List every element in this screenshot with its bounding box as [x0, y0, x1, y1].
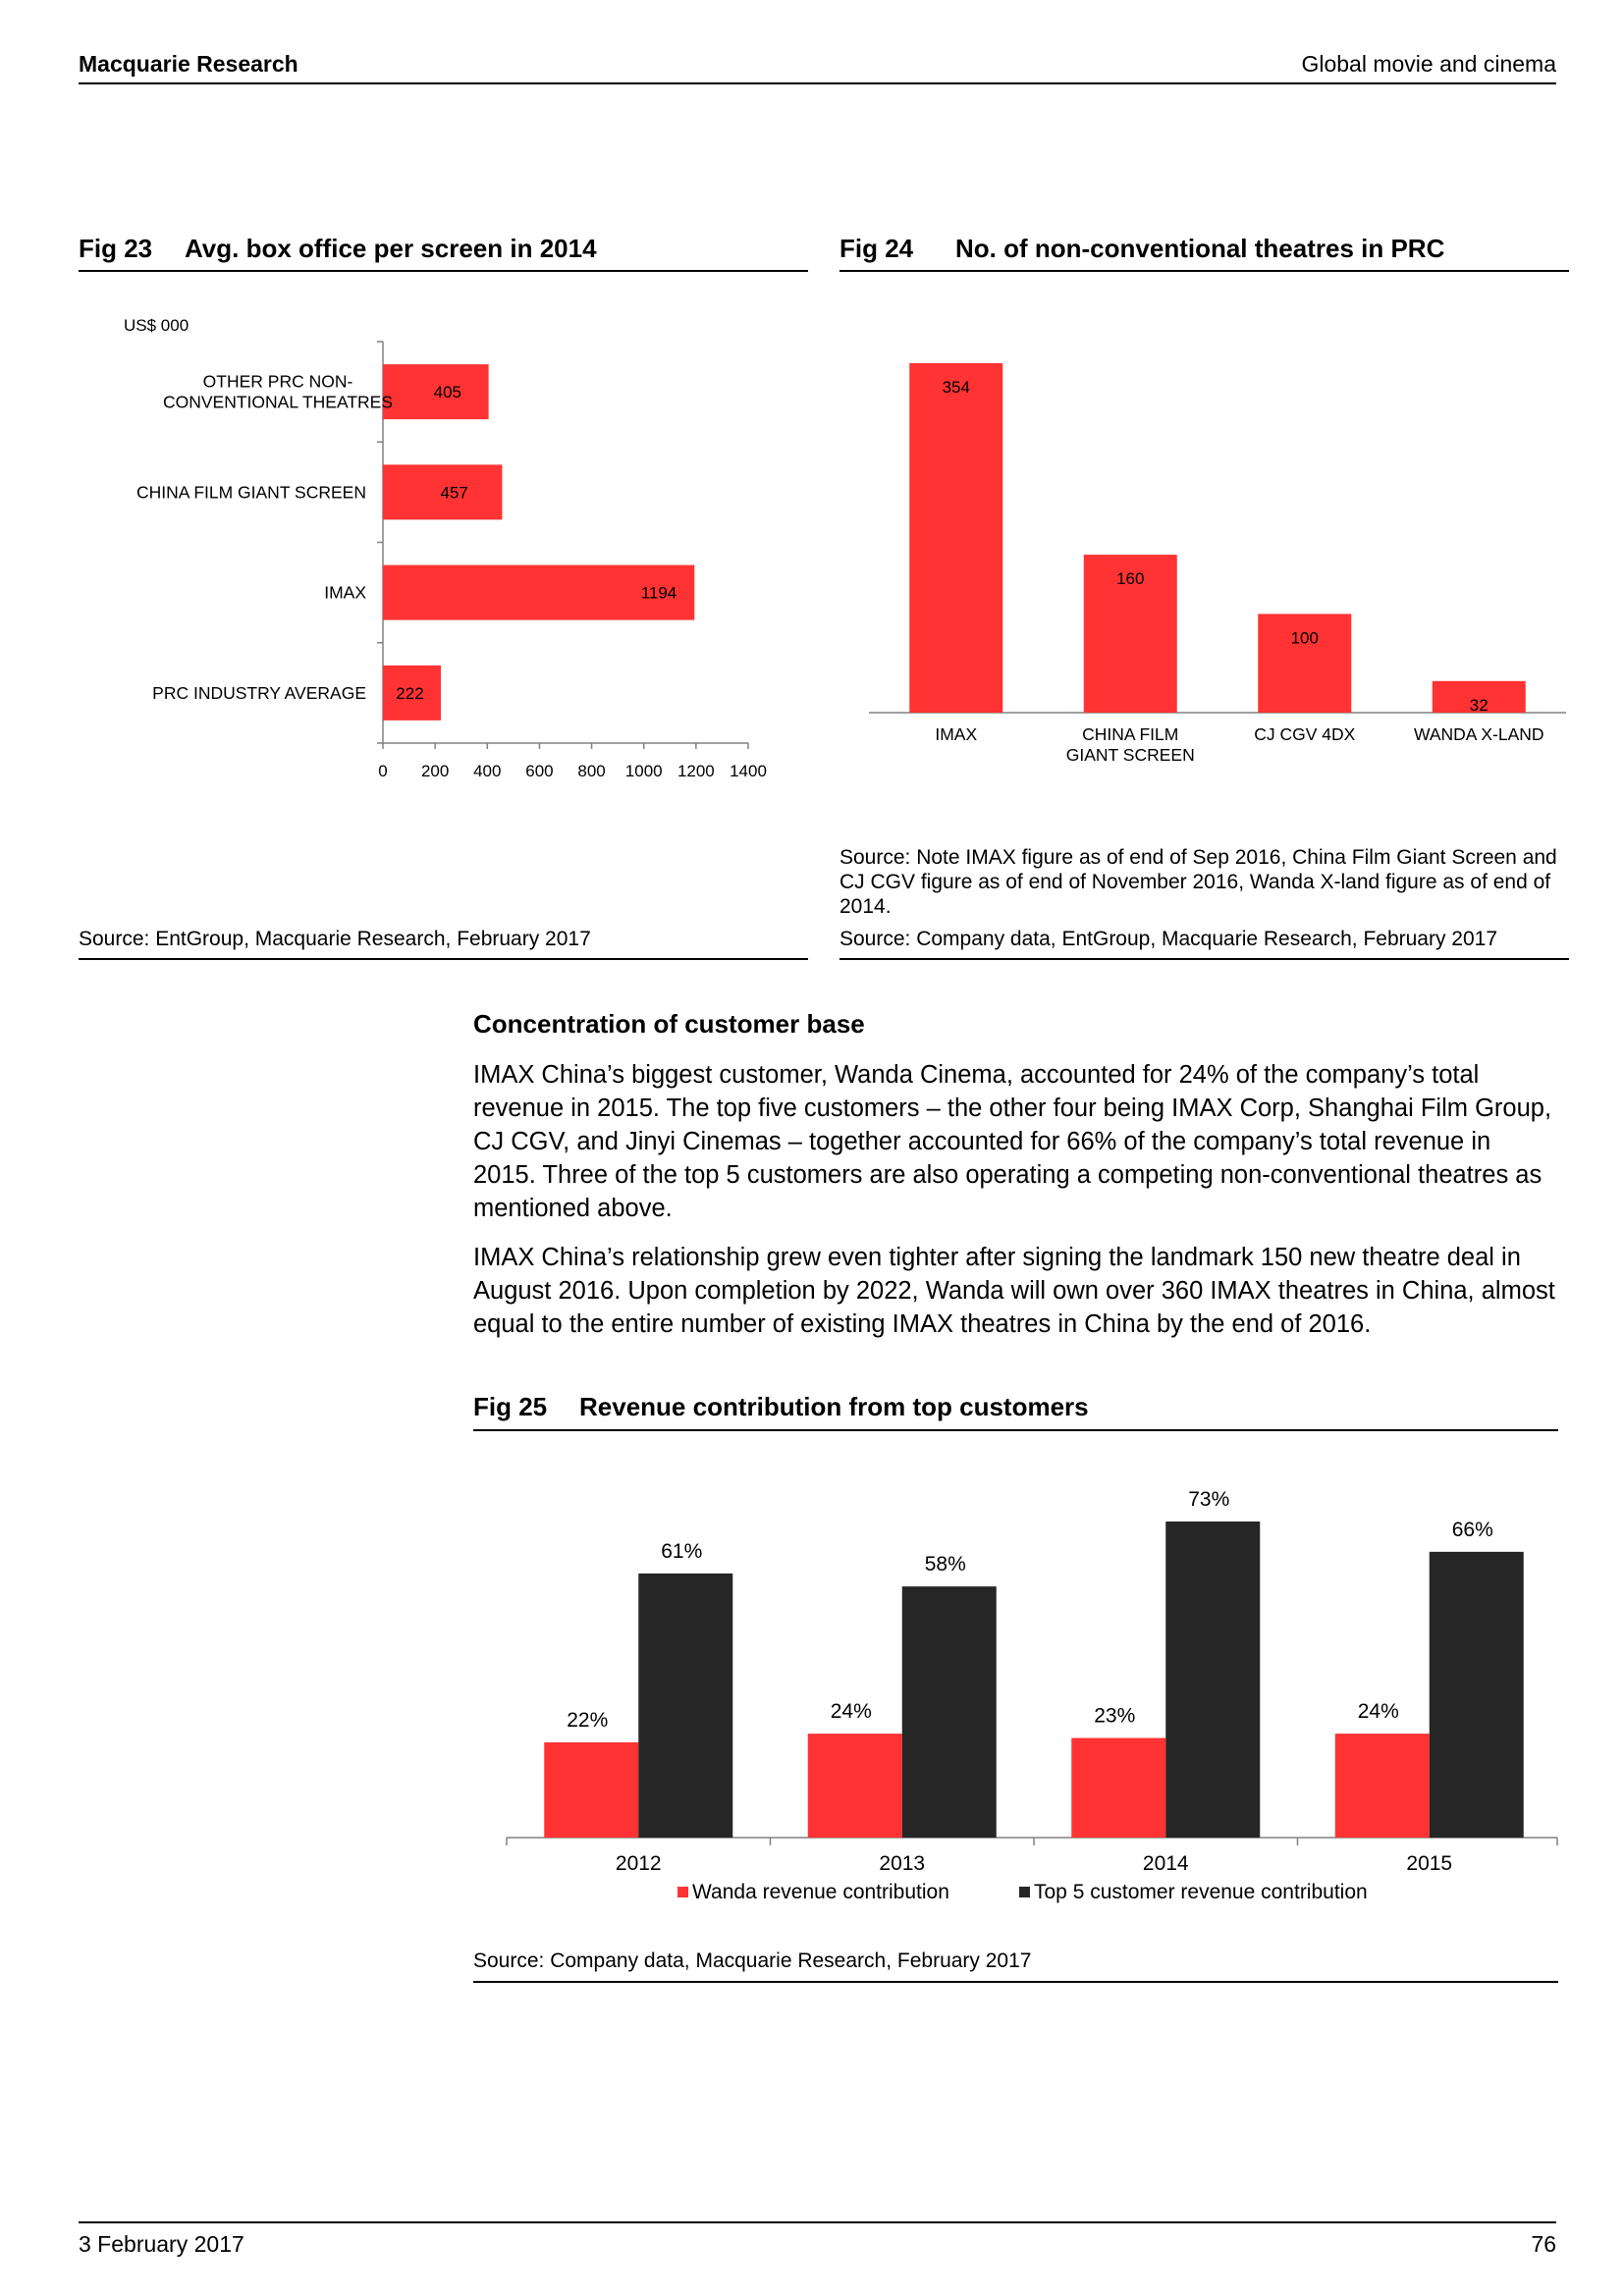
fig25-data-label: 66%	[1451, 1518, 1493, 1541]
fig25-data-label: 22%	[567, 1708, 609, 1732]
fig25-bar	[1165, 1522, 1260, 1838]
fig23-title-rule	[79, 270, 808, 272]
fig23-x-tick-label: 600	[525, 762, 554, 780]
fig24-data-label: 354	[942, 378, 970, 397]
fig25-legend-label: Wanda revenue contribution	[692, 1881, 949, 1903]
fig23-source: Source: EntGroup, Macquarie Research, February 2017	[79, 928, 591, 950]
fig25-title	[473, 1392, 1089, 1422]
fig23-unit-label: US$ 000	[124, 316, 189, 335]
fig24-category-label: CHINA FILM	[1082, 724, 1179, 744]
fig23-data-label: 457	[440, 483, 468, 503]
fig24-title	[839, 234, 1444, 264]
fig25-data-label: 73%	[1188, 1488, 1230, 1511]
fig24-note: Source: Note IMAX figure as of end of Sep 2016, China Film Giant Screen and CJ CGV figure as of end of November 2016, Wanda X-land figure as of end of 2014.	[839, 846, 1557, 918]
fig23-x-tick-label: 800	[577, 762, 606, 780]
fig24-title-text: No. of non-conventional theatres in PRC	[955, 234, 1445, 263]
fig24-source: Source: Company data, EntGroup, Macquarie Research, February 2017	[839, 928, 1498, 950]
fig23-title-text: Avg. box office per screen in 2014	[185, 234, 597, 263]
fig25-category-label: 2015	[1406, 1852, 1453, 1875]
paragraph-1: IMAX China’s biggest customer, Wanda Cinema, accounted for 24% of the company’s total revenue in 2015. The top five customers – the other four being IMAX Corp, Shanghai Film Group, CJ CGV, and Jinyi Cinemas – together accounted for 66% of the company’s total revenue in 2015. Three of the top 5 customers are also operating a competing non-conventional theatres as mentioned above.	[473, 1061, 1552, 1222]
fig23-x-tick-label: 1000	[624, 762, 663, 780]
fig25-data-label: 61%	[661, 1539, 703, 1563]
footer-rule	[79, 2221, 1556, 2223]
fig25-legend-swatch	[1019, 1887, 1030, 1897]
paragraph-2: IMAX China’s relationship grew even tighter after signing the landmark 150 new theatre deal in August 2016. Upon completion by 2022, Wanda will own over 360 IMAX theatres in China, almost equal to the entire number of existing IMAX theatres in China by the end of 2016.	[473, 1244, 1555, 1338]
fig25-bar	[544, 1742, 638, 1838]
fig25-data-label: 24%	[1357, 1700, 1399, 1724]
fig25-title-text: Revenue contribution from top customers	[579, 1392, 1089, 1421]
fig24-data-label: 32	[1469, 695, 1489, 715]
fig23-category-label: IMAX	[324, 582, 366, 603]
fig24-category-label: IMAX	[935, 724, 978, 744]
fig23-x-tick-label: 400	[473, 762, 502, 780]
fig23-x-tick-label: 1400	[730, 762, 767, 780]
fig25-data-label: 23%	[1094, 1704, 1136, 1728]
fig24-category-label: WANDA X-LAND	[1413, 724, 1544, 744]
fig25-bar	[808, 1734, 902, 1838]
fig25-category-label: 2013	[879, 1852, 926, 1875]
fig25-data-label: 24%	[830, 1700, 872, 1724]
fig25-source-rule	[473, 1981, 1558, 1983]
fig23-data-label: 222	[396, 683, 424, 703]
fig23-category-label: CHINA FILM GIANT SCREEN	[135, 482, 366, 503]
fig23-x-tick-label: 1200	[677, 762, 715, 780]
fig23-category-label: OTHER PRC NON-	[202, 371, 353, 392]
section-heading: Concentration of customer base	[473, 1009, 865, 1039]
fig24-data-label: 160	[1116, 569, 1145, 589]
header-rule	[79, 82, 1556, 84]
fig25-data-label: 58%	[924, 1553, 966, 1576]
fig24-category-label: CJ CGV 4DX	[1254, 724, 1356, 744]
fig25-bar	[902, 1586, 997, 1838]
fig23-data-label: 405	[433, 383, 461, 402]
fig25-number: Fig 25	[473, 1392, 548, 1421]
page-number: 76	[1531, 2231, 1556, 2257]
fig23-chart	[79, 294, 825, 844]
report-brand: Macquarie Research	[79, 51, 298, 77]
fig25-bar	[1335, 1734, 1430, 1838]
fig24-category-label: GIANT SCREEN	[1065, 745, 1195, 765]
fig24-source-rule	[839, 958, 1569, 960]
fig24-bar	[909, 363, 1002, 713]
fig23-x-tick-label: 0	[378, 762, 388, 780]
fig25-title-rule	[473, 1429, 1558, 1431]
fig25-source: Source: Company data, Macquarie Research, February 2017	[473, 1949, 1032, 1972]
fig23-x-tick-label: 200	[420, 762, 450, 780]
fig24-title-rule	[839, 270, 1569, 272]
fig25-category-label: 2012	[615, 1852, 662, 1875]
fig25-legend-label: Top 5 customer revenue contribution	[1034, 1881, 1368, 1903]
report-topic: Global movie and cinema	[1301, 51, 1556, 77]
fig25-legend-swatch	[677, 1887, 688, 1897]
fig25-chart	[473, 1463, 1558, 1944]
fig25-bar	[1430, 1552, 1524, 1838]
fig24-chart	[839, 294, 1571, 785]
footer-date: 3 February 2017	[79, 2231, 244, 2257]
fig23-number: Fig 23	[79, 234, 153, 263]
fig23-category-label: CONVENTIONAL THEATRES	[162, 392, 394, 412]
fig23-category-label: PRC INDUSTRY AVERAGE	[152, 682, 366, 703]
fig24-data-label: 100	[1290, 628, 1319, 648]
fig23-source-rule	[79, 958, 808, 960]
fig25-category-label: 2014	[1142, 1852, 1189, 1875]
fig23-title	[79, 234, 597, 264]
fig23-data-label: 1194	[640, 583, 677, 603]
fig25-bar	[638, 1574, 732, 1838]
fig24-number: Fig 24	[839, 234, 914, 263]
fig25-bar	[1071, 1738, 1165, 1838]
